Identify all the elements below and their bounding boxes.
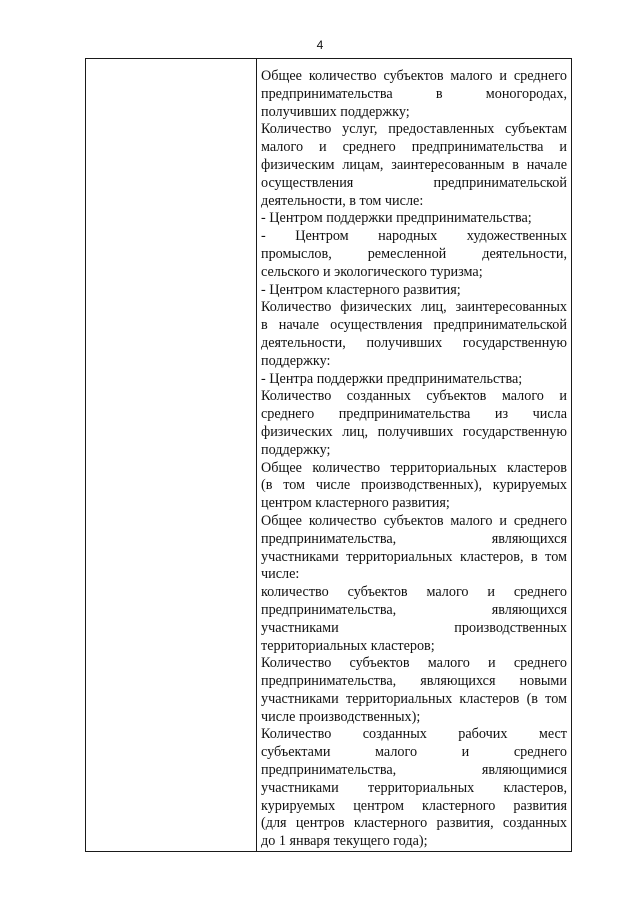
text-line: деятельности, получивших государственную: [261, 334, 567, 351]
table-row: [86, 59, 572, 852]
text-line: поддержку:: [261, 352, 331, 369]
text-line: - Центра поддержки предпринимательства;: [261, 370, 523, 387]
text-line: - Центром народных художественных: [261, 228, 567, 245]
text-line: сельского и экологического туризма;: [261, 263, 483, 280]
text-line: территориальных кластеров;: [261, 637, 435, 654]
text-line: получивших поддержку;: [261, 103, 410, 120]
text-line: числе производственных);: [261, 708, 421, 725]
text-line: Общее количество субъектов малого и среднего: [261, 512, 567, 529]
text-line: промыслов, ремесленной деятельности,: [261, 245, 567, 262]
text-line: участниками территориальных кластеров, в том: [261, 548, 567, 565]
text-line: субъектами малого и среднего: [261, 744, 567, 761]
text-line: числе:: [261, 566, 300, 583]
text-line: среднего предпринимательства из числа: [261, 406, 567, 423]
text-line: предпринимательства, являющихся: [261, 601, 567, 618]
text-line: деятельности, в том числе:: [261, 192, 424, 209]
text-line: (в том числе производственных), курируемых: [261, 477, 567, 494]
table-cell-right: [257, 59, 572, 852]
text-line: Общее количество территориальных кластеров: [261, 459, 567, 476]
indicators-text: [261, 68, 567, 851]
text-line: центром кластерного развития;: [261, 495, 450, 512]
text-line: участниками территориальных кластеров (в том: [261, 690, 567, 707]
text-line: предпринимательства, являющимися: [261, 762, 567, 779]
text-line: Количество физических лиц, заинтересованных: [261, 299, 567, 316]
page-number: 4: [316, 38, 324, 52]
text-line: Количество услуг, предоставленных субъектам: [261, 121, 567, 138]
table-cell-left: [86, 59, 257, 852]
text-line: физическим лицам, заинтересованным в начале: [261, 156, 567, 173]
text-line: количество субъектов малого и среднего: [261, 584, 567, 601]
text-line: Количество созданных субъектов малого и: [261, 388, 567, 405]
indicators-table: [85, 58, 572, 852]
text-line: курируемых центром кластерного развития: [261, 797, 567, 814]
text-line: в начале осуществления предпринимательской: [261, 317, 567, 334]
text-line: Общее количество субъектов малого и среднего: [261, 68, 567, 84]
text-line: осуществления предпринимательской: [261, 174, 567, 191]
text-line: малого и среднего предпринимательства и: [261, 139, 567, 156]
text-line: Количество созданных рабочих мест: [261, 726, 567, 743]
text-line: предпринимательства, являющихся: [261, 530, 567, 547]
text-line: (для центров кластерного развития, созданных: [261, 815, 567, 832]
text-line: физических лиц, получивших государственную: [261, 423, 567, 440]
text-line: участниками территориальных кластеров,: [261, 779, 567, 796]
text-line: предпринимательства, являющихся новыми: [261, 673, 567, 690]
text-line: - Центром поддержки предпринимательства;: [261, 210, 532, 227]
text-line: - Центром кластерного развития;: [261, 281, 461, 298]
text-line: Количество субъектов малого и среднего: [261, 655, 567, 672]
text-line: участниками производственных: [261, 619, 567, 636]
text-line: до 1 января текущего года);: [261, 833, 428, 850]
text-line: предпринимательства в моногородах,: [261, 85, 567, 102]
text-line: поддержку;: [261, 441, 331, 458]
